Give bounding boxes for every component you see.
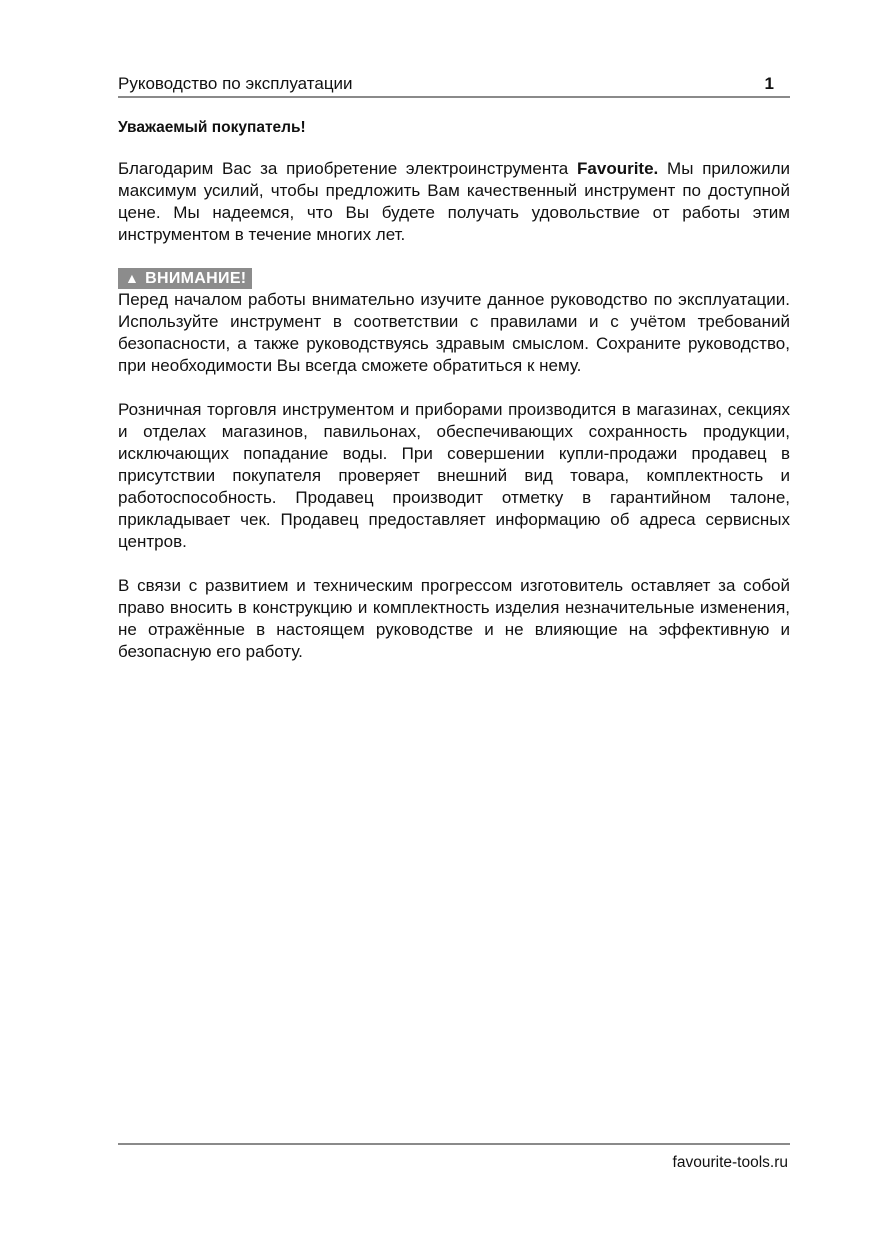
intro-paragraph xyxy=(118,158,790,246)
footer-website: favourite-tools.ru xyxy=(672,1154,788,1171)
warning-badge xyxy=(118,268,252,289)
page-footer xyxy=(118,1143,790,1171)
warning-paragraph: Перед началом работы внимательно изучите данное руководство по эксплуатации. Используйте инструмент в соответствии с правилами и с учётом требований безопасности, а также руководствуясь здравым смыслом. Сохраните руководство, при необходимости Вы всегда сможете обратиться к нему. xyxy=(118,290,790,375)
warning-label: ВНИМАНИЕ! xyxy=(145,270,247,287)
greeting-heading: Уважаемый покупатель! xyxy=(118,119,306,136)
page-header xyxy=(118,74,790,98)
brand-name: Favourite. xyxy=(577,159,659,178)
changes-paragraph: В связи с развитием и техническим прогрессом изготовитель оставляет за собой право вносить в конструкцию и комплектность изделия незначительные изменения, не отражённые в настоящем руководстве и не влияющие на эффективную и безопасную его работу. xyxy=(118,576,790,661)
retail-paragraph: Розничная торговля инструментом и приборами производится в магазинах, секциях и отделах магазинов, павильонах, обеспечивающих сохранность продукции, исключающих попадание воды. При совершении купли-продажи продавец в присутствии покупателя проверяет внешний вид товара, комплектность и работоспособность. Продавец производит отметку в гарантийном талоне, прикладывает чек. Продавец предоставляет информацию об адреса сервисных центров. xyxy=(118,400,790,551)
intro-text-start: Благодарим Вас за приобретение электроинструмента xyxy=(118,159,578,178)
warning-block xyxy=(118,268,790,377)
header-title: Руководство по эксплуатации xyxy=(118,74,353,93)
intro-text-end: Мы приложили максимум усилий, чтобы предложить Вам качественный инструмент по доступной цене. Мы надеемся, что Вы будете получать удовольствие от работы этим инструментом в течение многих лет. xyxy=(118,159,791,244)
warning-triangle-icon: ▲ xyxy=(125,270,140,286)
manual-page xyxy=(118,0,790,1241)
page-number: 1 xyxy=(764,74,774,93)
page-content xyxy=(118,118,790,663)
